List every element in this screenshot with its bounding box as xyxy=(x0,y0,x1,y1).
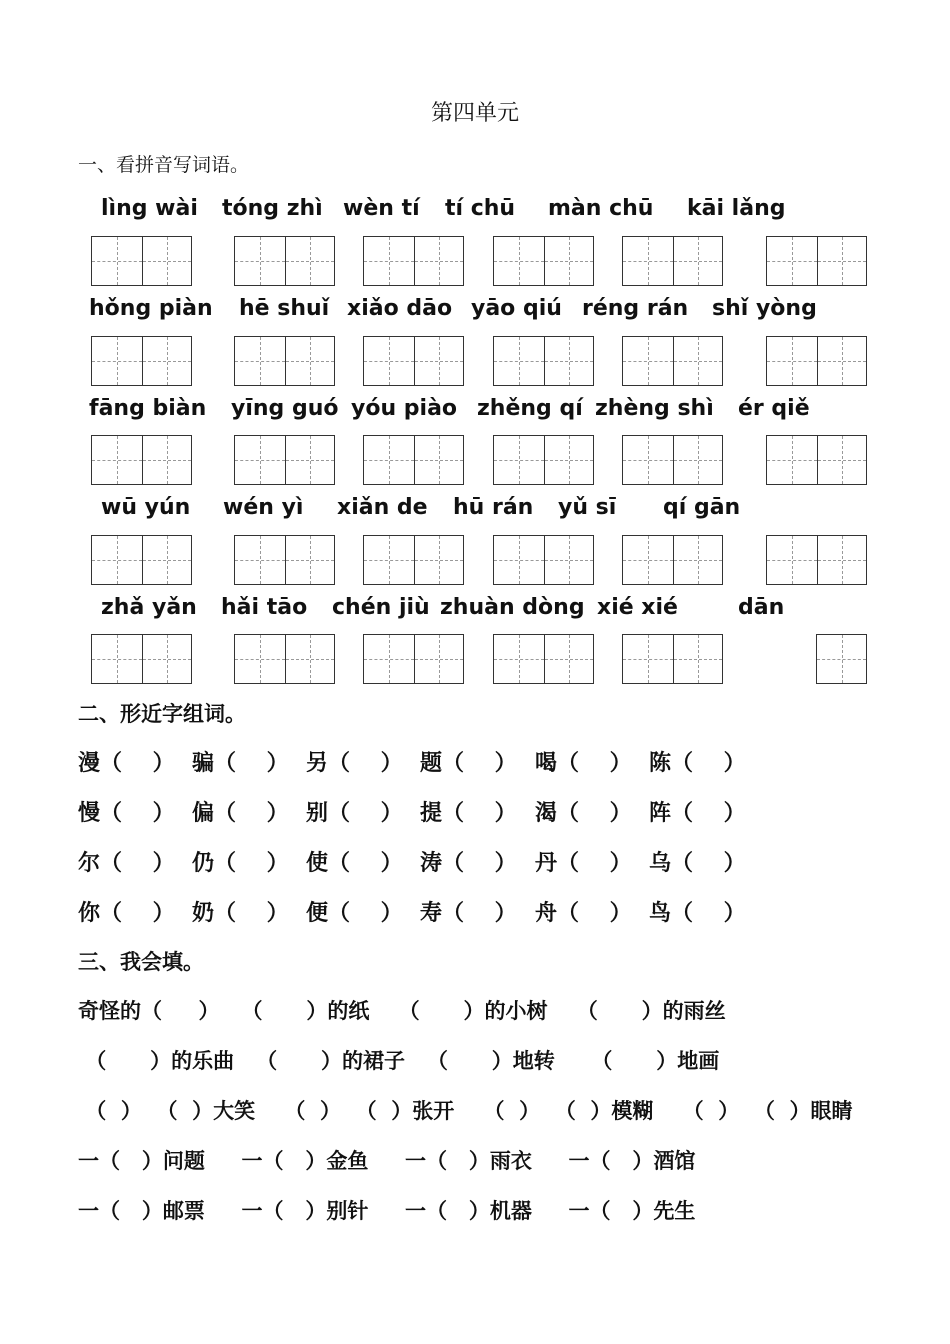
writing-grid[interactable] xyxy=(622,535,723,585)
pinyin-label: qí gān xyxy=(663,495,741,520)
writing-cell[interactable] xyxy=(364,337,414,385)
writing-grid[interactable] xyxy=(493,236,594,286)
writing-cell[interactable] xyxy=(285,436,335,484)
writing-cell[interactable] xyxy=(235,337,285,385)
section3-heading: 三、我会填。 xyxy=(78,950,204,974)
word-blank[interactable]: 喝（ ） xyxy=(535,751,632,776)
word-blank[interactable]: 题（ ） xyxy=(420,751,517,776)
writing-grid[interactable] xyxy=(493,435,594,485)
pinyin-label: wèn tí xyxy=(343,196,420,221)
writing-grid[interactable] xyxy=(816,634,867,684)
writing-grid[interactable] xyxy=(234,435,335,485)
writing-grid[interactable] xyxy=(91,634,192,684)
writing-cell[interactable] xyxy=(494,635,544,683)
pinyin-label: chén jiù xyxy=(332,595,430,620)
writing-cell[interactable] xyxy=(142,635,192,683)
writing-grid[interactable] xyxy=(363,336,464,386)
pinyin-label: wū yún xyxy=(101,495,191,520)
writing-grid[interactable] xyxy=(766,236,867,286)
writing-grid[interactable] xyxy=(622,336,723,386)
writing-cell[interactable] xyxy=(285,536,335,584)
writing-cell[interactable] xyxy=(235,237,285,285)
writing-cell[interactable] xyxy=(285,237,335,285)
pinyin-label: xiǎo dāo xyxy=(347,296,453,321)
word-blank[interactable]: 涛（ ） xyxy=(420,851,517,876)
word-blank[interactable]: 骗（ ） xyxy=(192,751,289,776)
writing-cell[interactable] xyxy=(673,237,723,285)
pinyin-label: zhǎ yǎn xyxy=(101,595,197,620)
writing-cell[interactable] xyxy=(817,237,867,285)
pinyin-label: zhèng shì xyxy=(595,396,714,421)
writing-cell[interactable] xyxy=(544,536,594,584)
pinyin-label: hū rán xyxy=(453,495,534,520)
writing-cell[interactable] xyxy=(544,237,594,285)
writing-cell[interactable] xyxy=(544,436,594,484)
writing-grid[interactable] xyxy=(91,336,192,386)
writing-cell[interactable] xyxy=(92,237,142,285)
pinyin-label: zhuàn dòng xyxy=(440,595,585,620)
word-blank[interactable]: 你（ ） xyxy=(78,901,175,926)
pinyin-label: ér qiě xyxy=(738,396,810,421)
writing-grid[interactable] xyxy=(91,535,192,585)
writing-cell[interactable] xyxy=(623,337,673,385)
writing-cell[interactable] xyxy=(235,635,285,683)
writing-cell[interactable] xyxy=(92,536,142,584)
pinyin-label: fāng biàn xyxy=(89,396,207,421)
writing-cell[interactable] xyxy=(92,436,142,484)
word-blank[interactable]: 尔（ ） xyxy=(78,851,175,876)
word-blank[interactable]: 陈（ ） xyxy=(649,751,746,776)
writing-cell[interactable] xyxy=(623,436,673,484)
writing-cell[interactable] xyxy=(414,237,464,285)
fill-line[interactable]: 奇怪的（ ） （ ）的纸 （ ）的小树 （ ）的雨丝 xyxy=(78,999,726,1023)
writing-cell[interactable] xyxy=(142,536,192,584)
word-blank[interactable]: 仍（ ） xyxy=(192,851,289,876)
writing-cell[interactable] xyxy=(285,337,335,385)
writing-grid[interactable] xyxy=(622,634,723,684)
word-blank[interactable]: 鸟（ ） xyxy=(649,901,746,926)
section2-heading: 二、形近字组词。 xyxy=(78,702,246,726)
writing-cell[interactable] xyxy=(414,337,464,385)
writing-grid[interactable] xyxy=(363,236,464,286)
section1-heading: 一、看拼音写词语。 xyxy=(78,154,250,176)
writing-cell[interactable] xyxy=(92,635,142,683)
pinyin-label: hǒng piàn xyxy=(89,296,213,321)
writing-cell[interactable] xyxy=(494,436,544,484)
writing-cell[interactable] xyxy=(673,536,723,584)
writing-grid[interactable] xyxy=(91,435,192,485)
word-blank[interactable]: 另（ ） xyxy=(306,751,403,776)
writing-cell[interactable] xyxy=(544,337,594,385)
writing-cell[interactable] xyxy=(623,237,673,285)
word-blank[interactable]: 寿（ ） xyxy=(420,901,517,926)
writing-grid[interactable] xyxy=(234,236,335,286)
writing-cell[interactable] xyxy=(673,436,723,484)
writing-grid[interactable] xyxy=(234,634,335,684)
writing-grid[interactable] xyxy=(622,236,723,286)
fill-line[interactable]: 一（ ）问题 一（ ）金鱼 一（ ）雨衣 一（ ）酒馆 xyxy=(78,1149,696,1173)
pinyin-label: shǐ yòng xyxy=(712,296,817,321)
pinyin-label: màn chū xyxy=(548,196,654,221)
writing-cell[interactable] xyxy=(494,237,544,285)
pinyin-label: lìng wài xyxy=(101,196,198,221)
writing-grid[interactable] xyxy=(363,535,464,585)
word-blank[interactable]: 别（ ） xyxy=(306,801,403,826)
pinyin-label: xié xié xyxy=(597,595,678,620)
writing-grid[interactable] xyxy=(234,535,335,585)
word-blank[interactable]: 便（ ） xyxy=(306,901,403,926)
writing-grid[interactable] xyxy=(766,336,867,386)
writing-grid[interactable] xyxy=(493,336,594,386)
writing-cell[interactable] xyxy=(817,436,867,484)
fill-line[interactable]: （ ）的乐曲 （ ）的裙子 （ ）地转 （ ）地画 xyxy=(78,1049,720,1073)
pinyin-label: hē shuǐ xyxy=(239,296,330,321)
fill-line[interactable]: （ ） （ ）大笑 （ ） （ ）张开 （ ） （ ）模糊 （ ） （ ）眼睛 xyxy=(78,1099,853,1123)
word-blank[interactable]: 偏（ ） xyxy=(192,801,289,826)
writing-cell[interactable] xyxy=(544,635,594,683)
writing-cell[interactable] xyxy=(623,635,673,683)
pinyin-label: xiǎn de xyxy=(337,495,428,520)
writing-grid[interactable] xyxy=(363,634,464,684)
fill-line[interactable]: 一（ ）邮票 一（ ）别针 一（ ）机器 一（ ）先生 xyxy=(78,1199,696,1223)
writing-cell[interactable] xyxy=(142,337,192,385)
writing-cell[interactable] xyxy=(767,237,817,285)
word-blank[interactable]: 渴（ ） xyxy=(535,801,632,826)
writing-cell[interactable] xyxy=(142,436,192,484)
writing-cell[interactable] xyxy=(364,536,414,584)
pinyin-label: tóng zhì xyxy=(222,196,323,221)
writing-cell[interactable] xyxy=(817,635,866,683)
word-blank[interactable]: 提（ ） xyxy=(420,801,517,826)
writing-cell[interactable] xyxy=(817,536,867,584)
pinyin-label: yīng guó xyxy=(231,396,339,421)
word-blank[interactable]: 漫（ ） xyxy=(78,751,175,776)
writing-cell[interactable] xyxy=(235,536,285,584)
writing-cell[interactable] xyxy=(623,536,673,584)
pinyin-label: zhěng qí xyxy=(477,396,583,421)
writing-cell[interactable] xyxy=(364,237,414,285)
pinyin-label: yǔ sī xyxy=(558,495,617,520)
writing-cell[interactable] xyxy=(767,436,817,484)
writing-cell[interactable] xyxy=(767,536,817,584)
page-title: 第四单元 xyxy=(430,101,519,126)
writing-grid[interactable] xyxy=(91,236,192,286)
word-blank[interactable]: 慢（ ） xyxy=(78,801,175,826)
writing-cell[interactable] xyxy=(817,337,867,385)
writing-cell[interactable] xyxy=(494,337,544,385)
pinyin-label: dān xyxy=(738,595,785,620)
pinyin-label: yóu piào xyxy=(351,396,458,421)
word-blank[interactable]: 使（ ） xyxy=(306,851,403,876)
writing-grid[interactable] xyxy=(622,435,723,485)
writing-cell[interactable] xyxy=(92,337,142,385)
writing-grid[interactable] xyxy=(363,435,464,485)
writing-cell[interactable] xyxy=(364,436,414,484)
writing-grid[interactable] xyxy=(766,435,867,485)
writing-grid[interactable] xyxy=(766,535,867,585)
word-blank[interactable]: 舟（ ） xyxy=(535,901,632,926)
writing-cell[interactable] xyxy=(414,635,464,683)
word-blank[interactable]: 阵（ ） xyxy=(649,801,746,826)
writing-cell[interactable] xyxy=(494,536,544,584)
writing-cell[interactable] xyxy=(285,635,335,683)
writing-cell[interactable] xyxy=(673,337,723,385)
writing-cell[interactable] xyxy=(414,436,464,484)
writing-cell[interactable] xyxy=(414,536,464,584)
pinyin-label: hǎi tāo xyxy=(221,595,308,620)
writing-cell[interactable] xyxy=(142,237,192,285)
word-blank[interactable]: 丹（ ） xyxy=(535,851,632,876)
writing-cell[interactable] xyxy=(364,635,414,683)
pinyin-label: réng rán xyxy=(582,296,689,321)
pinyin-label: kāi lǎng xyxy=(687,196,786,221)
pinyin-label: tí chū xyxy=(445,196,516,221)
writing-cell[interactable] xyxy=(767,337,817,385)
word-blank[interactable]: 奶（ ） xyxy=(192,901,289,926)
writing-grid[interactable] xyxy=(493,535,594,585)
pinyin-label: yāo qiú xyxy=(471,296,562,321)
writing-grid[interactable] xyxy=(234,336,335,386)
word-blank[interactable]: 乌（ ） xyxy=(649,851,746,876)
pinyin-label: wén yì xyxy=(223,495,304,520)
writing-cell[interactable] xyxy=(235,436,285,484)
writing-cell[interactable] xyxy=(673,635,723,683)
writing-grid[interactable] xyxy=(493,634,594,684)
